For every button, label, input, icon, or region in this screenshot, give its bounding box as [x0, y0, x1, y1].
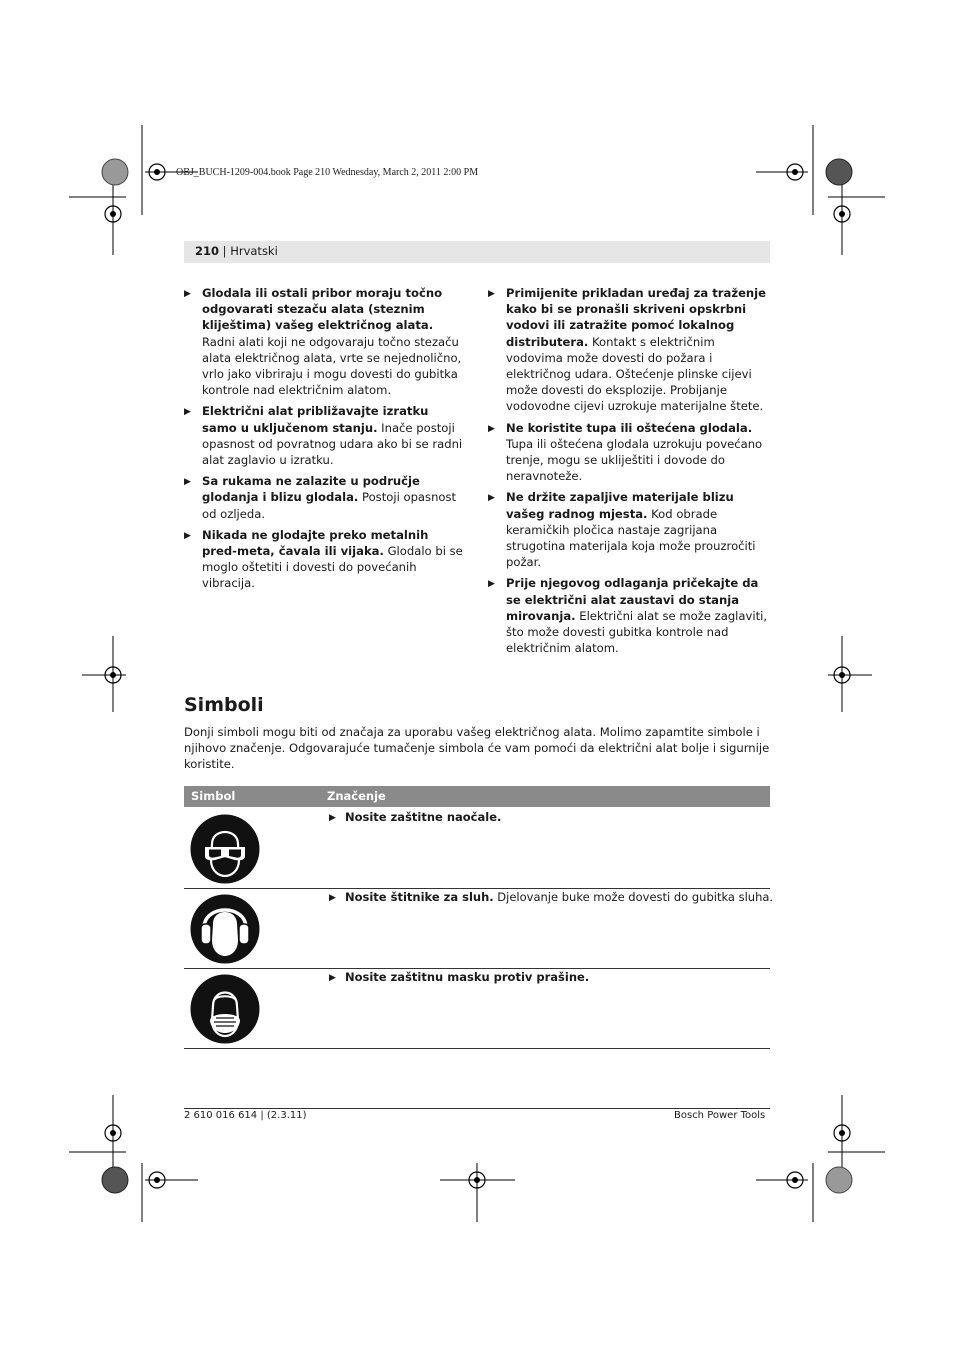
intro-paragraph: Donji simboli mogu biti od značaja za uporabu vašeg električnog alata. Molimo zapamtite simbole i njihovo značenje. Odgovarajuće tumačenje simbola će vam pomoći da električni alat bolje i sigurnije koristite.	[184, 725, 770, 771]
bullet-text: Radni alati koji ne odgovaraju točno stezaču alata električnog alata, vrte se nejednolično, vrlo jako vibriraju i mogu dovesti do gubitka kontrole nad električnim alatom.	[202, 334, 462, 398]
meaning-bold: Nosite štitnike za sluh.	[345, 890, 494, 904]
row-meaning	[329, 809, 785, 825]
left-column	[184, 285, 464, 597]
bullet-bold: Ne koristite tupa ili oštećena glodala.	[506, 420, 753, 435]
bullet-triangle-icon: ▶	[329, 893, 336, 903]
page-number: 210	[195, 244, 220, 258]
safety-goggles-icon	[190, 814, 260, 884]
meaning-bold: Nosite zaštitnu masku protiv prašine.	[345, 970, 590, 984]
list-item	[184, 403, 464, 468]
bullet-triangle-icon: ▶	[184, 289, 191, 299]
bullet-text: Kod obrade keramičkih pločica nastaje zagrijana strugotina materijala koja može prouzročiti požar.	[506, 506, 756, 570]
table-row	[184, 888, 774, 969]
bullet-triangle-icon: ▶	[184, 407, 191, 418]
list-item	[184, 285, 464, 398]
page-header-bar	[184, 241, 770, 263]
bullet-text: Tupa ili oštećena glodala uzrokuju povećano trenje, mogu se ukliještiti i dovode do neravnoteže.	[506, 436, 763, 484]
bullet-text: Električni alat se može zaglaviti, što može dovesti gubitka kontrole nad električnim alatom.	[506, 608, 768, 656]
print-header: OBJ_BUCH-1209-004.book Page 210 Wednesday, March 2, 2011 2:00 PM	[176, 167, 479, 178]
table-row	[184, 808, 770, 889]
bullet-bold: Ne držite zapaljive materijale blizu vašeg radnog mjesta.	[506, 490, 734, 521]
footer-doc-number: 2 610 016 614 | (2.3.11)	[184, 1110, 307, 1121]
list-item	[488, 420, 768, 485]
bullet-bold: Sa rukama ne zalazite u područje glodanja i blizu glodala.	[202, 474, 420, 505]
bullet-bold: Prije njegovog odlaganja pričekajte da se električni alat zaustavi do stanja mirovanja.	[506, 576, 759, 623]
column-header-symbol: Simbol	[191, 789, 236, 803]
row-meaning	[329, 969, 785, 985]
bullet-triangle-icon: ▶	[488, 289, 495, 299]
bullet-triangle-icon: ▶	[184, 477, 191, 488]
bullet-bold: Nikada ne glodajte preko metalnih pred-meta, čavala ili vijaka.	[202, 527, 429, 559]
bullet-text: Kontakt s električnim vodovima može dovesti do požara i električnog udara. Oštećenje plinske cijevi može dovesti do eksplozije. Probijanje vodovodne cijevi uzrokuje materijalne štete.	[506, 334, 764, 414]
header-language: Hrvatski	[230, 244, 278, 258]
bullet-text: Glodalo bi se moglo oštetiti i dovesti do povećanih vibracija.	[202, 544, 463, 591]
bullet-bold: Primijenite prikladan uređaj za traženje kako bi se pronašli skriveni opskrbni vodovi ili zatražite pomoć lokalnog distributera.	[506, 286, 767, 349]
bullet-triangle-icon: ▶	[184, 530, 191, 541]
meaning-bold: Nosite zaštitne naočale.	[345, 810, 502, 824]
table-row	[184, 968, 770, 1049]
column-header-meaning: Značenje	[327, 789, 386, 803]
footer-brand: Bosch Power Tools	[674, 1110, 766, 1121]
header-separator: |	[219, 244, 231, 258]
bullet-triangle-icon: ▶	[488, 493, 495, 504]
bullet-triangle-icon: ▶	[488, 423, 495, 434]
row-meaning	[329, 889, 785, 905]
bullet-text: Postoji opasnost od ozljeda.	[202, 490, 457, 521]
symbols-table-header	[184, 786, 770, 807]
bullet-triangle-icon: ▶	[488, 579, 495, 590]
list-item	[488, 489, 768, 570]
bullet-triangle-icon: ▶	[329, 813, 336, 823]
bullet-bold: Glodala ili ostali pribor moraju točno odgovarati stezaču alata (steznim kliještima) vašeg električnog alata.	[202, 286, 443, 333]
dust-mask-icon	[190, 974, 260, 1044]
meaning-text: Djelovanje buke može dovesti do gubitka sluha.	[493, 890, 774, 904]
right-column	[488, 285, 768, 661]
list-item	[488, 285, 768, 415]
bullet-triangle-icon: ▶	[329, 973, 336, 983]
section-title: Simboli	[184, 694, 264, 716]
ear-protection-icon	[190, 894, 260, 964]
list-item	[184, 473, 464, 522]
footer-divider	[184, 1108, 770, 1109]
bullet-text: Inače postoji opasnost od povratnog udara ako bi se radni alat zaglavio u izratku.	[202, 420, 463, 468]
list-item	[184, 527, 464, 592]
list-item	[488, 575, 768, 656]
bullet-bold: Električni alat približavajte izratku samo u uključenom stanju.	[202, 404, 429, 435]
